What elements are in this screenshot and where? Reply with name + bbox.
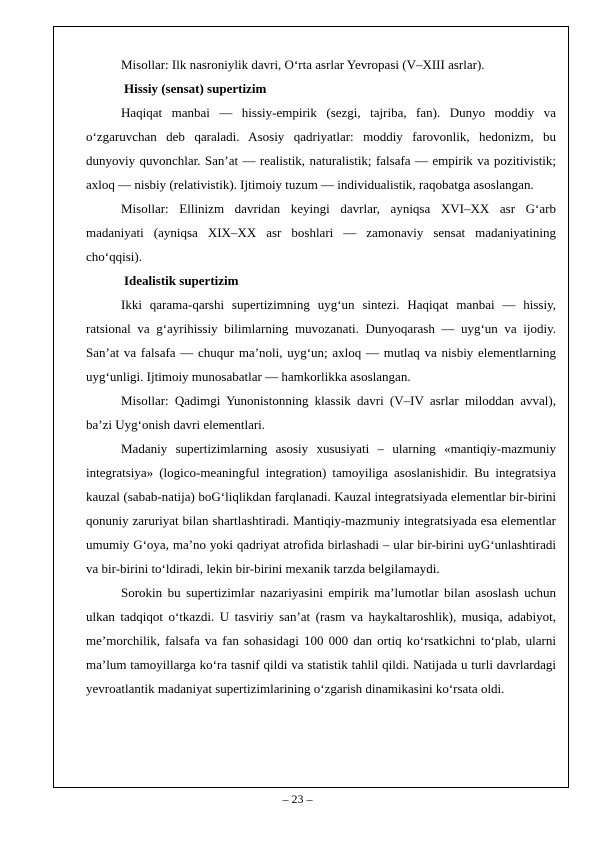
- paragraph: Sorokin bu supertizimlar nazariyasini empirik ma’lumotlar bilan asoslash uchun ulkan tadqiqot o‘tkazdi. U tasviriy san’at (rasm va haykaltaroshlik), musiqa, adabiyot, me’morchilik, falsafa va fan sohasidagi 100 000 dan ortiq ko‘rsatkichni to‘plab, ularni ma’lum tamoyillarga ko‘ra tasnif qildi va statistik tahlil qildi. Natijada u turli davrlardagi yevroatlantik madaniyat supertizimlarining o‘zgarish dinamikasini ko‘rsata oldi.: [86, 585, 556, 696]
- document-body: [86, 53, 556, 701]
- page-number: – 23 –: [282, 792, 313, 806]
- paragraph: Misollar: Ellinizm davridan keyingi davrlar, ayniqsa XVI–XX asr G‘arb madaniyati (ayniqsa XIX–XX asr boshlari — zamonaviy sensat madaniyatining cho‘qqisi).: [86, 201, 556, 264]
- paragraph: Ikki qarama-qarshi supertizimning uyg‘un sintezi. Haqiqat manbai — hissiy, ratsional va g‘ayrihissiy bilimlarning muvozanati. Dunyoqarash — uyg‘un va ijodiy. San’at va falsafa — chuqur ma’noli, uyg‘un; axloq — mutlaq va nisbiy elementlarning uyg‘unligi. Ijtimoiy munosabatlar — hamkorlikka asoslangan.: [86, 297, 556, 384]
- paragraph: Misollar: Ilk nasroniylik davri, O‘rta asrlar Yevropasi (V–XIII asrlar).: [121, 57, 485, 72]
- paragraph: Haqiqat manbai — hissiy-empirik (sezgi, tajriba, fan). Dunyo moddiy va o‘zgaruvchan deb qaraladi. Asosiy qadriyatlar: moddiy farovonlik, hedonizm, bu dunyoviy quvonchlar. San’at — realistik, naturalistik; falsafa — empirik va pozitivistik; axloq — nisbiy (relativistik). Ijtimoiy tuzum — individualistik, raqobatga asoslangan.: [86, 105, 556, 192]
- section-heading: Hissiy (sensat) supertizim: [124, 81, 267, 96]
- paragraph: Misollar: Qadimgi Yunonistonning klassik davri (V–IV asrlar miloddan avval), ba’zi Uyg‘onish davri elementlari.: [86, 393, 556, 432]
- section-heading: Idealistik supertizim: [124, 273, 239, 288]
- paragraph: Madaniy supertizimlarning asosiy xususiyati – ularning «mantiqiy-mazmuniy integratsiya» (logico-meaningful integration) tamoyiliga asoslanishidir. Bu integratsiya kauzal (sabab-natija) boG‘liqlikdan farqlanadi. Kauzal integratsiyada elementlar bir-birini qonuniy zaruriyat bilan shartlashtiradi. Mantiqiy-mazmuniy integratsiyada esa elementlar umumiy G‘oya, ma’no yoki qadriyat atrofida birlashadi – ular bir-birini uyG‘unlashtiradi va bir-birini to‘ldiradi, lekin bir-birini mexanik tarzda belgilamaydi.: [86, 441, 556, 576]
